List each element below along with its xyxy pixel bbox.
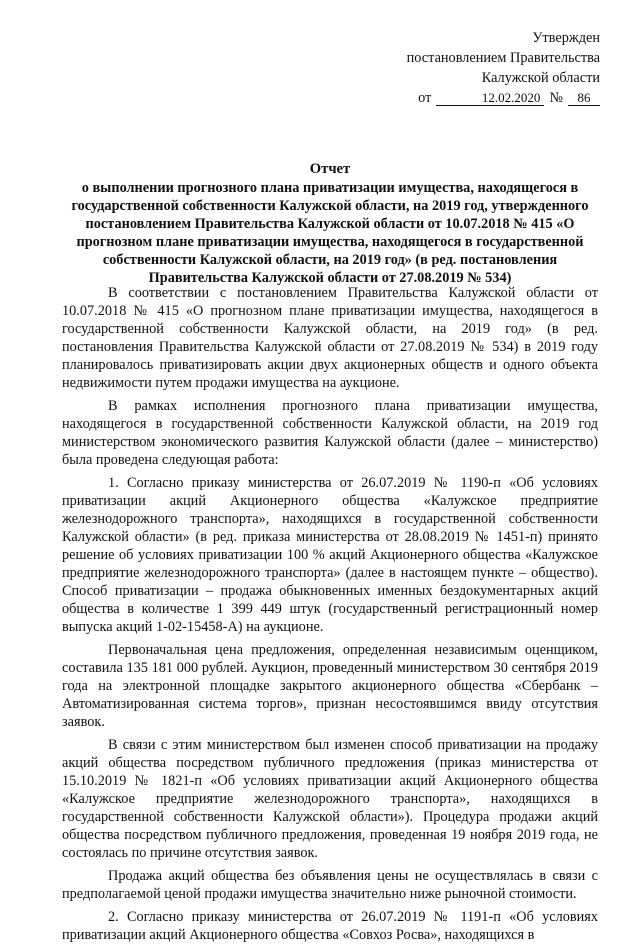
report-heading (62, 160, 598, 287)
report-body (62, 284, 598, 944)
body-paragraph: В соответствии с постановлением Правительства Калужской области от 10.07.2018 № 415 «О прогнозном плане приватизации имущества, находящегося в государственной собственности Калужской области, на 2019 год» (в ред. постановления Правительства Калужской области от 27.08.2019 № 534) в 2019 году планировалось приватизировать акции двух акционерных обществ и одного объекта недвижимости путем продажи имущества на аукционе. (62, 285, 598, 391)
report-title: Отчет (309, 161, 351, 177)
approval-line-3: Калужской области (481, 70, 600, 86)
approval-number: 86 (568, 90, 600, 106)
body-paragraph: Продажа акций общества без объявления цены не осуществлялась в связи с предполагаемой ценой продажи имущества значительно ниже рыночной стоимости. (62, 868, 598, 902)
approval-line-2: постановлением Правительства (406, 50, 600, 66)
body-paragraph: 2. Согласно приказу министерства от 26.07.2019 № 1191-п «Об условиях приватизации акций Акционерного общества «Совхоз Росва», находящихся в (62, 909, 598, 943)
approval-date-number-line (360, 88, 600, 108)
body-paragraph: Первоначальная цена предложения, определенная независимым оценщиком, составила 135 181 000 рублей. Аукцион, проведенный министерством 30 сентября 2019 года на электронной площадке закрытого акционерного общества «Сбербанк – Автоматизированная система торгов», признан несостоявшимся ввиду отсутствия заявок. (62, 642, 598, 730)
approval-from-label: от (418, 90, 432, 106)
report-subtitle: о выполнении прогнозного плана приватизации имущества, находящегося в государственной собственности Калужской области, на 2019 год, утвержденного постановлением Правительства Калужской области от 10.07.2018 № 415 «О прогнозном плане приватизации имущества, находящегося в государственной собственности Калужской области, на 2019 год» (в ред. постановления Правительства Калужской области от 27.08.2019 № 534) (71, 180, 589, 286)
approval-number-label: № (549, 90, 563, 106)
approval-date: 12.02.2020 (436, 90, 544, 106)
body-paragraph: В рамках исполнения прогнозного плана приватизации имущества, находящегося в государственной собственности Калужской области, на 2019 год министерством экономического развития Калужской области (далее – министерство) была проведена следующая работа: (62, 398, 598, 468)
body-paragraph: 1. Согласно приказу министерства от 26.07.2019 № 1190-п «Об условиях приватизации акций Акционерного общества «Калужское предприятие железнодорожного транспорта», находящихся в государственной собственности Калужской области» (в ред. приказа министерства от 28.08.2019 № 1451-п) принято решение об условиях приватизации 100 % акций Акционерного общества «Калужское предприятие железнодорожного транспорта» (далее в настоящем пункте – общество). Способ приватизации – продажа обыкновенных именных бездокументарных акций общества в количестве 1 399 449 штук (государственный регистрационный номер выпуска акций 1-02-15458-А) на аукционе. (62, 475, 598, 635)
approval-stamp (360, 28, 600, 108)
approval-line-1: Утвержден (532, 30, 600, 46)
body-paragraph: В связи с этим министерством был изменен способ приватизации на продажу акций общества посредством публичного предложения (приказ министерства от 15.10.2019 № 1821-п «Об условиях приватизации акций Акционерного общества «Калужское предприятие железнодорожного транспорта», находящихся в государственной собственности Калужской области»). Процедура продажи акций общества посредством публичного предложения, проведенная 19 ноября 2019 года, не состоялась по причине отсутствия заявок. (62, 737, 598, 861)
